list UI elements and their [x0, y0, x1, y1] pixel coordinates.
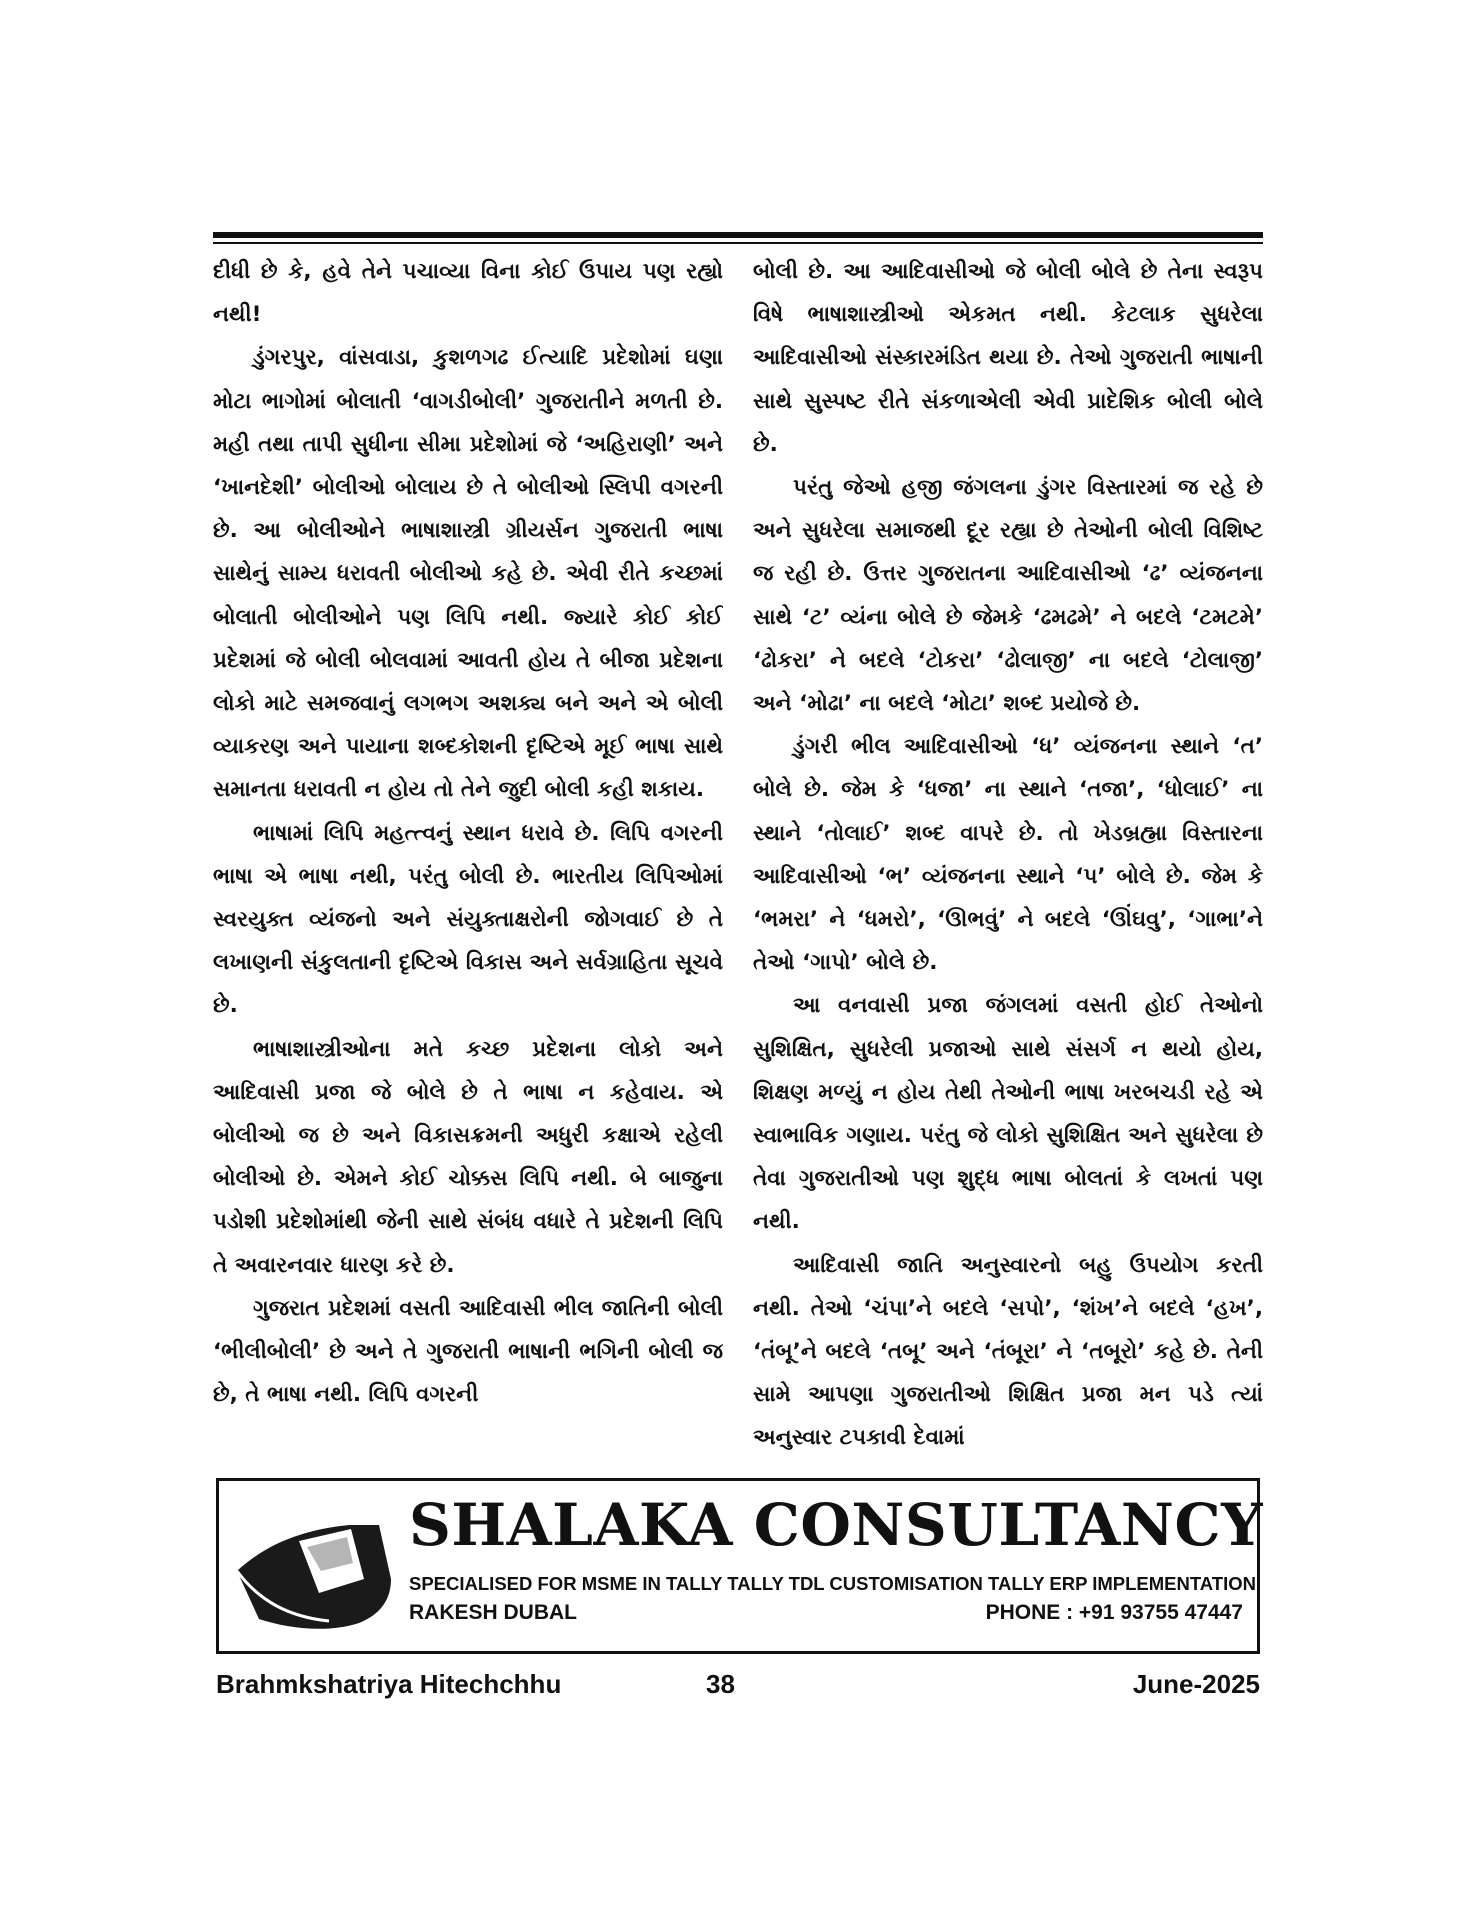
advertisement-box: [216, 1478, 1264, 1654]
paragraph: દીધી છે કે, હવે તેને પચાવ્યા વિના કોઈ ઉપાય પણ રહ્યો નથી!: [213, 259, 723, 328]
paragraph: ડુંગરી ભીલ આદિવાસીઓ ‘ધ’ વ્યંજનના સ્થાને ‘ત’ બોલે છે. જેમ કે ‘ધજા’ ના સ્થાને ‘તજા’, ‘ધોલાઈ’ ના સ્થાને ‘તોલાઈ’ શબ્દ વાપરે છે. તો ખેડબ્રહ્મા વિસ્તારના આદિવાસીઓ ‘ભ’ વ્યંજનના સ્થાને ‘પ’ બોલે છે. જેમ કે ‘ભમરા’ ને ‘ધમરો’, ‘ઊભવું’ ને બદલે ‘ઊંઘવુ’, ‘ગાભા’ને તેઓ ‘ગાપો’ બોલે છે.: [753, 734, 1263, 976]
page-footer: [216, 1664, 1260, 1704]
company-tagline: SPECIALISED FOR MSME IN TALLY TALLY TDL CUSTOMISATION TALLY ERP IMPLEMENTATION: [409, 1573, 1256, 1594]
top-rule: [213, 232, 1263, 238]
contact-name: RAKESH DUBAL: [409, 1601, 577, 1624]
paragraph: ભાષામાં લિપિ મહત્ત્વનું સ્થાન ધરાવે છે. લિપિ વગરની ભાષા એ ભાષા નથી, પરંતુ બોલી છે. ભારતીય લિપિઓમાં સ્વરયુક્ત વ્યંજનો અને સંયુક્તાક્ષરોની જોગવાઈ છે તે લખાણની સંકુલતાની દૃષ્ટિએ વિકાસ અને સર્વગ્રાહિતા સૂચવે છે.: [213, 820, 723, 1019]
paragraph: પરંતુ જેઓ હજી જંગલના ડુંગર વિસ્તારમાં જ રહે છે અને સુધરેલા સમાજથી દૂર રહ્યા છે તેઓની બોલી વિશિષ્ટ જ રહી છે. ઉત્તર ગુજરાતના આદિવાસીઓ ‘ઢ’ વ્યંજનના સાથે ‘ટ’ વ્યંના બોલે છે જેમકે ‘ઢમઢમે’ ને બદલે ‘ટમટમે’ ‘ઢોકરા’ ને બદલે ‘ટોકરા’ ‘ઢોલાજી’ ના બદલે ‘ટોલાજી’ અને ‘મોઢા’ ના બદલે ‘મોટા’ શબ્દ પ્રયોજે છે.: [753, 475, 1263, 717]
paragraph: ડુંગરપુર, વાંસવાડા, કુશળગઢ ઈત્યાદિ પ્રદેશોમાં ઘણા મોટા ભાગોમાં બોલાતી ‘વાગડીબોલી’ ગુજરાતીને મળતી છે. મહી તથા તાપી સુધીના સીમા પ્રદેશોમાં જે ‘અહિરાણી’ અને ‘ખાનદેશી’ બોલીઓ બોલાય છે તે બોલીઓ સ્લિપી વગરની છે. આ બોલીઓને ભાષાશાસ્ત્રી ગ્રીયર્સન ગુજરાતી ભાષા સાથેનું સામ્ય ધરાવતી બોલીઓ કહે છે. એવી રીતે કચ્છમાં બોલાતી બોલીઓને પણ લિપિ નથી. જ્યારે કોઈ કોઈ પ્રદેશમાં જે બોલી બોલવામાં આવતી હોય તે બીજા પ્રદેશના લોકો માટે સમજવાનું લગભગ અશક્ય બને અને એ બોલી વ્યાકરણ અને પાયાના શબ્દકોશની દૃષ્ટિએ મૂઈ ભાષા સાથે સમાનતા ધરાવતી ન હોય તો તેને જુદી બોલી કહી શકાય.: [213, 345, 723, 803]
paragraph: આદિવાસી જાતિ અનુસ્વારનો બહુ ઉપયોગ કરતી નથી. તેઓ ‘ચંપા’ને બદલે ‘સપો’, ‘શંખ’ને બદલે ‘હખ’, ‘તંબૂ’ને બદલે ‘તબૂ’ અને ‘તંબૂરા’ ને ‘તબૂરો’ કહે છે. તેની સામે આપણા ગુજરાતીઓ શિક્ષિત પ્રજા મન પડે ત્યાં અનુસ્વાર ટપકાવી દેવામાં: [753, 1252, 1263, 1451]
right-column: [753, 250, 1263, 1465]
publication-name: Brahmkshatriya Hitechchhu: [216, 1669, 562, 1699]
contact-phone: PHONE : +91 93755 47447: [985, 1601, 1243, 1624]
paragraph: ગુજરાત પ્રદેશમાં વસતી આદિવાસી ભીલ જાતિની બોલી ‘ભીલીબોલી’ છે અને તે ગુજરાતી ભાષાની ભગિની બોલી જ છે, તે ભાષા નથી. લિપિ વગરની: [213, 1295, 723, 1408]
company-name: SHALAKA CONSULTANCY: [409, 1491, 1264, 1559]
top-rule-secondary: [213, 242, 1263, 244]
shalaka-logo-icon: [229, 1501, 399, 1641]
page-number: 38: [706, 1669, 735, 1699]
paragraph: ભાષાશાસ્ત્રીઓના મતે કચ્છ પ્રદેશના લોકો અને આદિવાસી પ્રજા જે બોલે છે તે ભાષા ન કહેવાય. એ બોલીઓ જ છે અને વિકાસક્રમની અધુરી કક્ષાએ રહેલી બોલીઓ છે. એમને કોઈ ચોક્કસ લિપિ નથી. બે બાજુના પડોશી પ્રદેશોમાંથી જેની સાથે સંબંધ વધારે તે પ્રદેશની લિપિ તે અવારનવાર ધારણ કરે છે.: [213, 1036, 723, 1278]
issue-date: June-2025: [1132, 1669, 1260, 1699]
left-column: [213, 250, 723, 1465]
paragraph: આ વનવાસી પ્રજા જંગલમાં વસતી હોઈ તેઓનો સુશિક્ષિત, સુધરેલી પ્રજાઓ સાથે સંસર્ગ ન થયો હોય, શિક્ષણ મળ્યું ન હોય તેથી તેઓની ભાષા ખરબચડી રહે એ સ્વાભાવિક ગણાય. પરંતુ જે લોકો સુશિક્ષિત અને સુધરેલા છે તેવા ગુજરાતીઓ પણ શુદ્ધ ભાષા બોલતાં કે લખતાં પણ નથી.: [753, 993, 1263, 1235]
paragraph: બોલી છે. આ આદિવાસીઓ જે બોલી બોલે છે તેના સ્વરૂપ વિષે ભાષાશાસ્ત્રીઓ એકમત નથી. કેટલાક સુધરેલા આદિવાસીઓ સંસ્કારમંડિત થયા છે. તેઓ ગુજરાતી ભાષાની સાથે સુસ્પષ્ટ રીતે સંકળાએલી એવી પ્રાદેશિક બોલી બોલે છે.: [753, 259, 1263, 457]
